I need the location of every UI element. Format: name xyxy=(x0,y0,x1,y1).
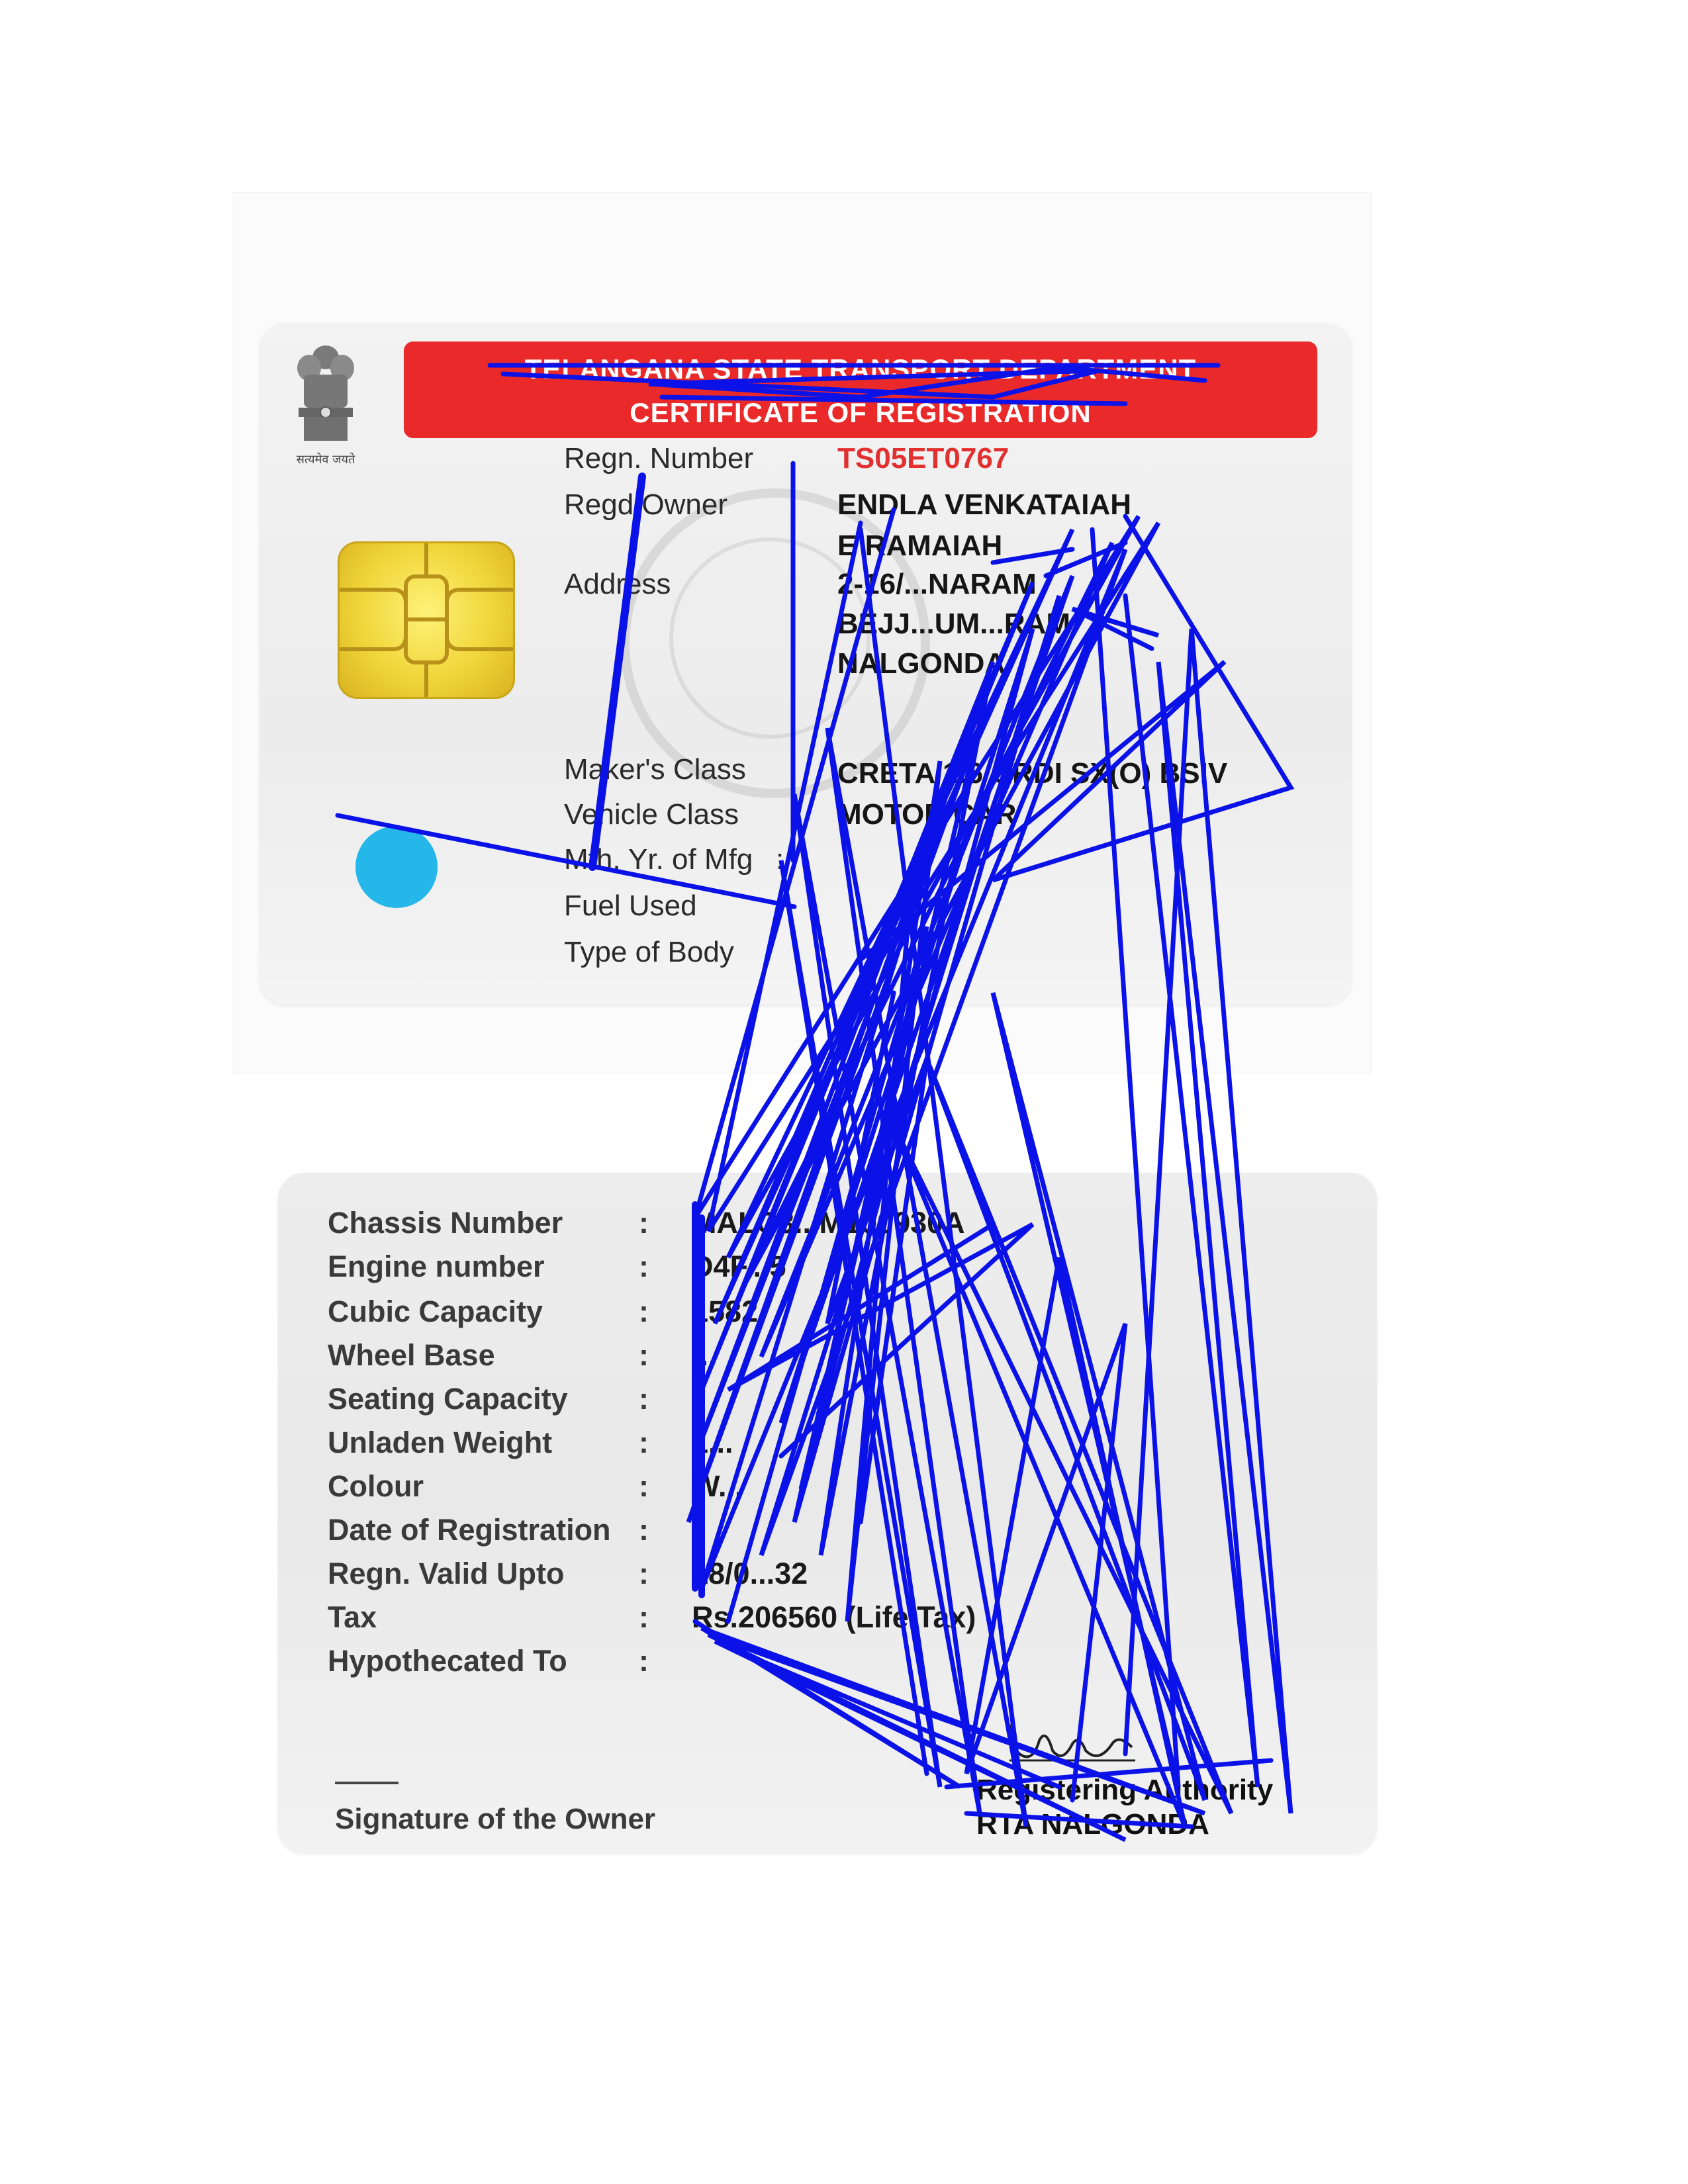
value-address-line2: BEJJ...UM...RAM xyxy=(837,608,1071,640)
label-regn-number: Regn. Number xyxy=(564,442,754,475)
value-colour: W... xyxy=(692,1469,743,1503)
label-colour: Colour xyxy=(328,1469,424,1503)
colon-unladen: : xyxy=(639,1426,649,1459)
rc-card-back xyxy=(278,1173,1377,1853)
colon-chassis: : xyxy=(639,1206,649,1240)
label-vehicle-class: Vehicle Class xyxy=(564,798,739,831)
value-vehicle-class: MOTOR CAR xyxy=(837,798,1017,831)
colon-engine: : xyxy=(639,1250,649,1283)
department-title: TELANGANA STATE TRANSPORT DEPARTMENT xyxy=(524,353,1197,385)
value-cubic-capacity: 1582 xyxy=(692,1295,759,1328)
label-chassis-number: Chassis Number xyxy=(328,1206,563,1240)
header-banner xyxy=(404,341,1317,438)
colon-seating: : xyxy=(639,1382,649,1416)
value-tax: Rs.206560 (Life Tax) xyxy=(692,1600,976,1634)
hologram-dot xyxy=(355,826,438,908)
label-fuel-used: Fuel Used xyxy=(564,889,697,922)
value-makers-class: CRETA 1.6 CRDI SX(O) BSIV xyxy=(837,757,1228,790)
owner-signature-line xyxy=(335,1782,399,1784)
label-wheel-base: Wheel Base xyxy=(328,1338,495,1372)
label-makers-class: Maker's Class xyxy=(564,753,746,786)
value-regn-number: TS05ET0767 xyxy=(837,442,1009,475)
value-chassis-number: MALC3...M100930A xyxy=(692,1206,965,1240)
colon-cc: : xyxy=(639,1295,649,1328)
colon-hypothecated: : xyxy=(639,1644,649,1678)
registering-authority-label: Registering Authority xyxy=(976,1774,1274,1806)
value-wheel-base: ... xyxy=(692,1338,717,1372)
label-address: Address xyxy=(564,568,671,600)
value-address-line1: 2-16/...NARAM xyxy=(837,568,1037,600)
chip-contacts-icon xyxy=(340,543,513,697)
label-engine-number: Engine number xyxy=(328,1250,545,1283)
smart-card-chip xyxy=(338,541,515,699)
colon-fuel: : xyxy=(776,889,784,922)
label-cubic-capacity: Cubic Capacity xyxy=(328,1295,543,1328)
label-month-year-mfg: Mth. Yr. of Mfg xyxy=(564,843,753,876)
label-type-of-body: Type of Body xyxy=(564,936,734,968)
label-hypothecated-to: Hypothecated To xyxy=(328,1644,567,1678)
certificate-title: CERTIFICATE OF REGISTRATION xyxy=(630,397,1092,428)
label-regd-owner: Regd Owner xyxy=(564,488,728,521)
authority-signature-icon xyxy=(1000,1714,1145,1774)
value-owner-relation: E RAMAIAH xyxy=(837,529,1003,562)
label-date-of-registration: Date of Registration xyxy=(328,1513,611,1547)
value-owner-name: ENDLA VENKATAIAH xyxy=(837,488,1132,521)
label-seating-capacity: Seating Capacity xyxy=(328,1382,568,1416)
label-regn-valid-upto: Regn. Valid Upto xyxy=(328,1557,565,1590)
label-unladen-weight: Unladen Weight xyxy=(328,1426,553,1459)
colon-wheel-base: : xyxy=(639,1338,649,1372)
ashoka-emblem-icon xyxy=(289,343,362,449)
colon-valid-upto: : xyxy=(639,1557,649,1590)
owner-signature-label: Signature of the Owner xyxy=(335,1803,656,1835)
label-tax: Tax xyxy=(328,1600,377,1634)
value-regn-valid-upto: 18/0...32 xyxy=(692,1557,808,1590)
colon-colour: : xyxy=(639,1469,649,1503)
value-unladen-weight: 1... xyxy=(692,1426,733,1459)
value-engine-number: D4F...5 xyxy=(692,1250,786,1283)
colon-mfg: : xyxy=(776,843,784,876)
colon-date-reg: : xyxy=(639,1513,649,1547)
emblem-caption: सत्यमेव जयते xyxy=(296,453,355,467)
rc-card-front xyxy=(259,323,1352,1005)
value-address-line3: NALGONDA xyxy=(837,647,1006,680)
colon-tax: : xyxy=(639,1600,649,1634)
registering-office: RTA NALGONDA xyxy=(976,1808,1209,1841)
national-emblem xyxy=(286,343,365,475)
